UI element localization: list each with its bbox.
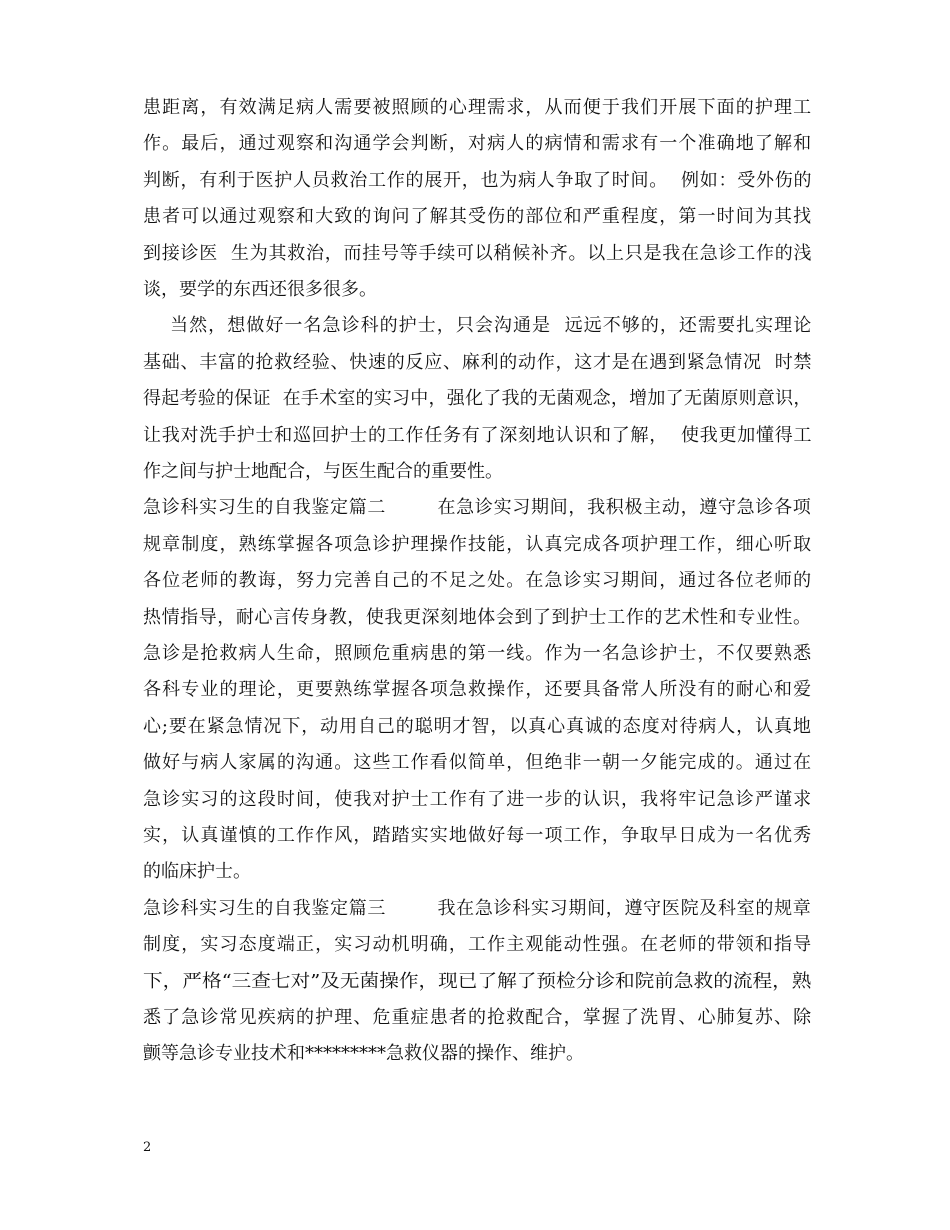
- text-line: 心;要在紧急情况下，动用自己的聪明才智，以真心真诚的态度对待病人，认真地: [143, 716, 812, 737]
- text-line: 患距离，有效满足病人需要被照顾的心理需求，从而便于我们开展下面的护理工: [143, 97, 813, 118]
- text-line: 急诊实习的这段时间，使我对护士工作有了进一步的认识，我将牢记急诊严谨求: [143, 789, 813, 810]
- text-line: 判断，有利于医护人员救治工作的展开，也为病人争取了时间。 例如：受外伤的: [143, 170, 813, 191]
- text-line: 让我对洗手护士和巡回护士的工作任务有了深刻地认识和了解， 使我更加懂得工: [143, 425, 813, 446]
- text-line: 急诊科实习生的自我鉴定篇三 我在急诊科实习期间，遵守医院及科室的规章: [143, 898, 812, 919]
- text-line: 急诊科实习生的自我鉴定篇二 在急诊实习期间，我积极主动，遵守急诊各项: [143, 497, 812, 518]
- text-line: 到接诊医 生为其救治，而挂号等手续可以稍候补齐。以上只是我在急诊工作的浅: [143, 243, 813, 264]
- text-line: 谈，要学的东西还很多很多。: [143, 279, 377, 300]
- text-line: 制度，实习态度端正，实习动机明确，工作主观能动性强。在老师的带领和指导: [143, 934, 813, 955]
- text-line: 基础、丰富的抢救经验、快速的反应、麻利的动作，这才是在遇到紧急情况 时禁: [143, 352, 813, 373]
- text-line: 当然，想做好一名急诊科的护士，只会沟通是 远远不够的，还需要扎实理论: [143, 315, 813, 336]
- text-line: 急诊是抢救病人生命，照顾危重病患的第一线。作为一名急诊护士，不仅要熟悉: [143, 643, 813, 664]
- text-line: 得起考验的保证 在手术室的实习中，强化了我的无菌观念，增加了无菌原则意识，: [143, 388, 812, 409]
- text-line: 下，严格“三查七对”及无菌操作，现已了解了预检分诊和院前急救的流程，熟: [143, 971, 812, 992]
- text-line: 作之间与护士地配合，与医生配合的重要性。: [143, 461, 503, 482]
- text-line: 做好与病人家属的沟通。这些工作看似简单，但绝非一朝一夕能完成的。通过在: [143, 752, 813, 773]
- text-line: 悉了急诊常见疾病的护理、危重症患者的抢救配合，掌握了洗胃、心肺复苏、除: [143, 1007, 813, 1028]
- text-line: 规章制度，熟练掌握各项急诊护理操作技能，认真完成各项护理工作，细心听取: [143, 534, 813, 555]
- text-line: 的临床护士。: [143, 861, 251, 882]
- text-line: 实，认真谨慎的工作作风，踏踏实实地做好每一项工作，争取早日成为一名优秀: [143, 825, 813, 846]
- text-line: 各位老师的教诲，努力完善自己的不足之处。在急诊实习期间，通过各位老师的: [143, 570, 813, 591]
- text-line: 热情指导，耐心言传身教，使我更深刻地体会到了到护士工作的艺术性和专业性。: [143, 607, 812, 628]
- text-line: 作。最后，通过观察和沟通学会判断，对病人的病情和需求有一个准确地了解和: [143, 133, 813, 154]
- text-line: 患者可以通过观察和大致的询问了解其受伤的部位和严重程度，第一时间为其找: [143, 206, 813, 227]
- page-number: 2: [143, 1140, 152, 1155]
- text-line: 各科专业的理论，更要熟练掌握各项急救操作，还要具备常人所没有的耐心和爱: [143, 679, 813, 700]
- text-line: 颤等急诊专业技术和*********急救仪器的操作、维护。: [143, 1043, 584, 1064]
